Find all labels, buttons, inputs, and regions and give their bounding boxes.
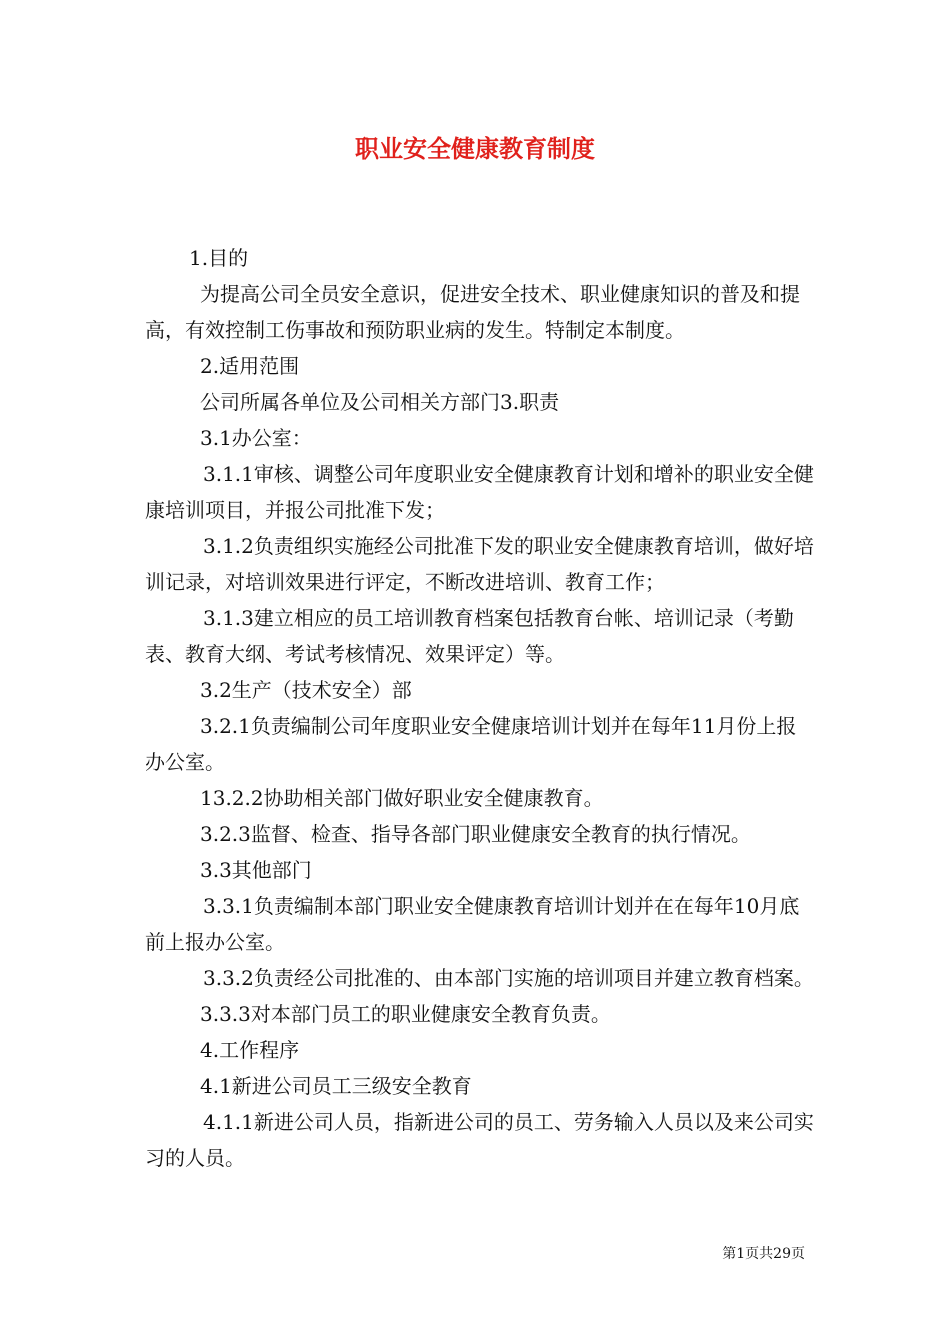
paragraph: 3.1.2负责组织实施经公司批准下发的职业安全健康教育培训，做好培训记录，对培训效果进行评定，不断改进培训、教育工作； (145, 534, 814, 594)
subsection-heading: 3.3其他部门 (200, 858, 312, 882)
paragraph: 3.2.1负责编制公司年度职业安全健康培训计划并在每年11月份上报办公室。 (145, 714, 797, 774)
paragraph: 3.3.1负责编制本部门职业安全健康教育培训计划并在在每年10月底前上报办公室。 (145, 894, 800, 954)
subsection-heading: 4.1新进公司员工三级安全教育 (200, 1074, 472, 1098)
paragraph: 公司所属各单位及公司相关方部门3.职责 (200, 390, 560, 414)
subsection-heading: 3.2生产（技术安全）部 (200, 678, 412, 702)
paragraph: 为提高公司全员安全意识，促进安全技术、职业健康知识的普及和提高，有效控制工伤事故和预防职业病的发生。特制定本制度。 (145, 282, 800, 342)
subsection-heading: 3.1办公室： (200, 426, 312, 450)
paragraph: 3.2.3监督、检查、指导各部门职业健康安全教育的执行情况。 (200, 822, 751, 846)
section-heading-purpose: 1.目的 (189, 246, 249, 270)
paragraph: 3.1.3建立相应的员工培训教育档案包括教育台帐、培训记录（考勤表、教育大纲、考试考核情况、效果评定）等。 (145, 606, 794, 666)
section-heading-procedure: 4.工作程序 (200, 1038, 300, 1062)
document-body (145, 240, 815, 1176)
paragraph: 3.1.1审核、调整公司年度职业安全健康教育计划和增补的职业安全健康培训项目，并报公司批准下发； (145, 462, 814, 522)
paragraph: 3.3.3对本部门员工的职业健康安全教育负责。 (200, 1002, 611, 1026)
page-number: 第1页共29页 (722, 1246, 805, 1262)
document-title: 职业安全健康教育制度 (355, 134, 595, 163)
paragraph: 13.2.2协助相关部门做好职业安全健康教育。 (200, 786, 604, 810)
section-heading-scope: 2.适用范围 (200, 354, 300, 378)
paragraph: 4.1.1新进公司人员，指新进公司的员工、劳务输入人员以及来公司实习的人员。 (145, 1110, 814, 1170)
paragraph: 3.3.2负责经公司批准的、由本部门实施的培训项目并建立教育档案。 (203, 966, 814, 990)
